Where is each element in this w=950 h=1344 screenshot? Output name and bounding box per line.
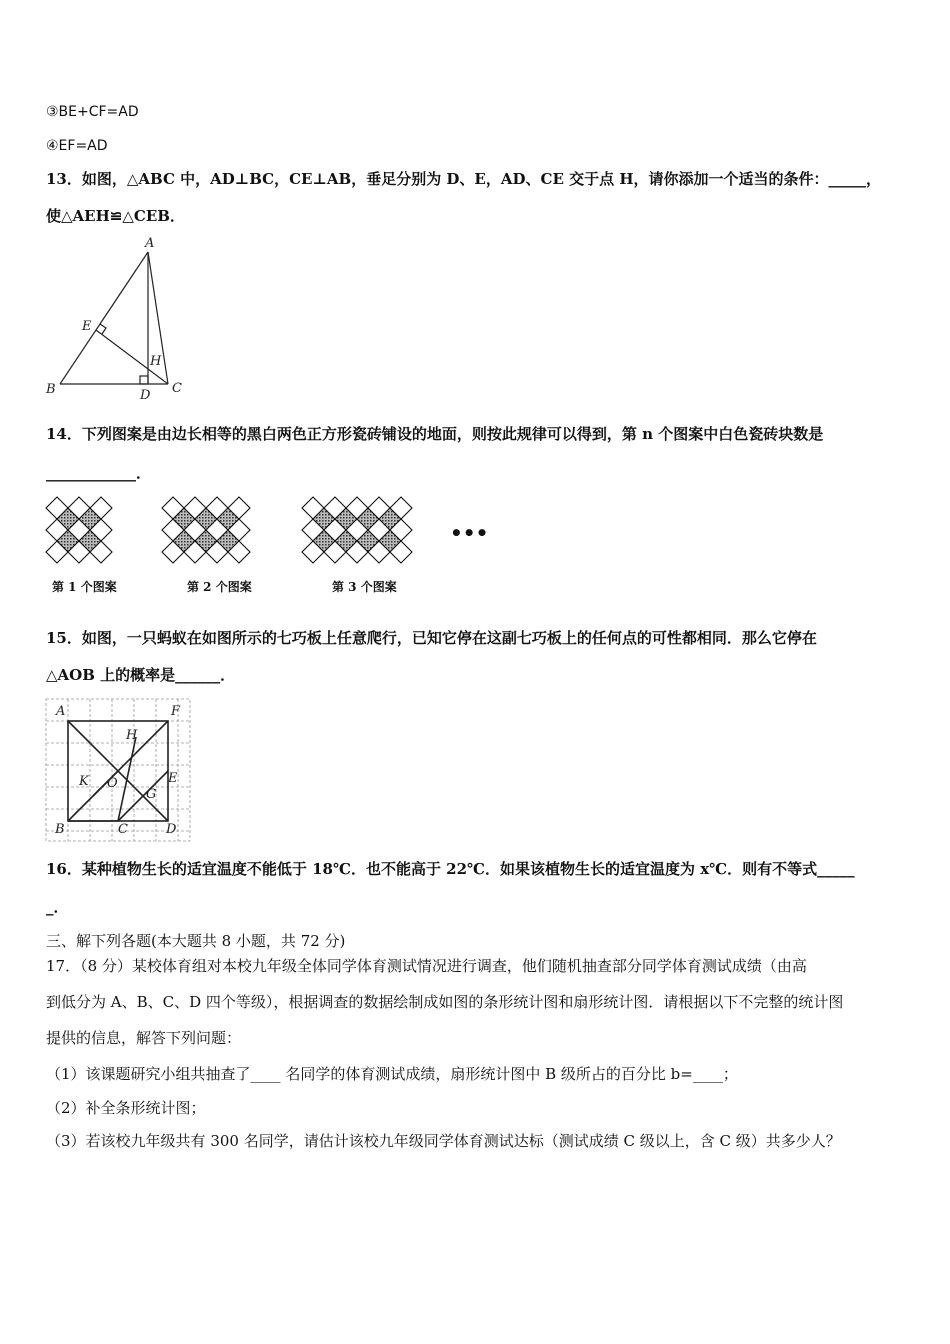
segment-BK	[68, 796, 93, 821]
label-A: A	[145, 236, 155, 251]
caption-pattern-1: 第 1 个图案	[52, 580, 117, 594]
label-B: B	[46, 382, 56, 397]
right-angle-D	[140, 376, 148, 384]
label-A: A	[56, 704, 66, 719]
label-D: D	[140, 388, 151, 403]
segment-HC	[118, 737, 136, 821]
q14-text-line1: 14．下列图案是由边长相等的黑白两色正方形瓷砖铺设的地面，则按此规律可以得到，第 n 个图案中白色瓷砖块数是	[46, 425, 824, 443]
segment-AB	[60, 252, 148, 384]
label-E: E	[82, 319, 92, 334]
label-H: H	[150, 354, 162, 369]
label-D: D	[166, 822, 177, 837]
q16-text-line1: 16．某种植物生长的适宜温度不能低于 18℃．也不能高于 22℃．如果该植物生长的适宜温度为 x℃．则有不等式_____	[46, 860, 855, 878]
q13-text-line2: 使△AEH≌△CEB．	[46, 207, 185, 225]
label-B: B	[55, 822, 65, 837]
q14-tile-patterns	[40, 490, 500, 605]
q14-text-line2: ____________．	[46, 464, 152, 482]
q13-triangle-figure	[40, 232, 200, 402]
q17-text-line1: 17．（8 分）某校体育组对本校九年级全体同学体育测试情况进行调查，他们随机抽查部分同学体育测试成绩（由高	[46, 957, 807, 975]
ellipsis: •••	[450, 521, 489, 545]
q17-text-line2: 到低分为 A、B、C、D 四个等级），根据调查的数据绘制成如图的条形统计图和扇形统计图．请根据以下不完整的统计图	[46, 993, 844, 1011]
label-O: O	[107, 776, 118, 791]
option-3: ③BE+CF=AD	[46, 104, 139, 120]
q15-tangram-figure	[44, 697, 192, 843]
label-C: C	[172, 381, 182, 396]
q15-text-line2: △AOB 上的概率是______．	[46, 666, 236, 684]
label-H: H	[126, 728, 138, 743]
caption-pattern-2: 第 2 个图案	[187, 580, 252, 594]
q17-text-line3: 提供的信息，解答下列问题：	[46, 1029, 242, 1047]
q15-text-line1: 15．如图，一只蚂蚁在如图所示的七巧板上任意爬行，已知它停在这副七巧板上的任何点的可性都相同．那么它停在	[46, 629, 817, 647]
option-4: ④EF=AD	[46, 138, 108, 154]
label-G: G	[146, 787, 157, 802]
caption-pattern-3: 第 3 个图案	[332, 580, 397, 594]
q17-subquestion-3: （3）若该校九年级共有 300 名同学，请估计该校九年级同学体育测试达标（测试成绩 C 级以上，含 C 级）共多少人？	[46, 1132, 841, 1150]
q16-text-line2: _．	[46, 898, 69, 916]
label-F: F	[171, 704, 181, 719]
label-C: C	[118, 822, 128, 837]
q17-subquestion-1: （1）该课题研究小组共抽查了____ 名同学的体育测试成绩，扇形统计图中 B 级所占的百分比 b=____；	[46, 1065, 738, 1083]
label-K: K	[79, 774, 89, 789]
q17-subquestion-2: （2）补全条形统计图；	[46, 1099, 206, 1117]
q13-text-line1: 13．如图，△ABC 中，AD⊥BC，CE⊥AB，垂足分别为 D、E，AD、CE 交于点 H，请你添加一个适当的条件：_____，	[46, 170, 881, 188]
right-angle-E	[100, 324, 106, 334]
label-E: E	[168, 771, 178, 786]
section-3-heading: 三、解下列各题(本大题共 8 小题，共 72 分)	[46, 932, 346, 950]
